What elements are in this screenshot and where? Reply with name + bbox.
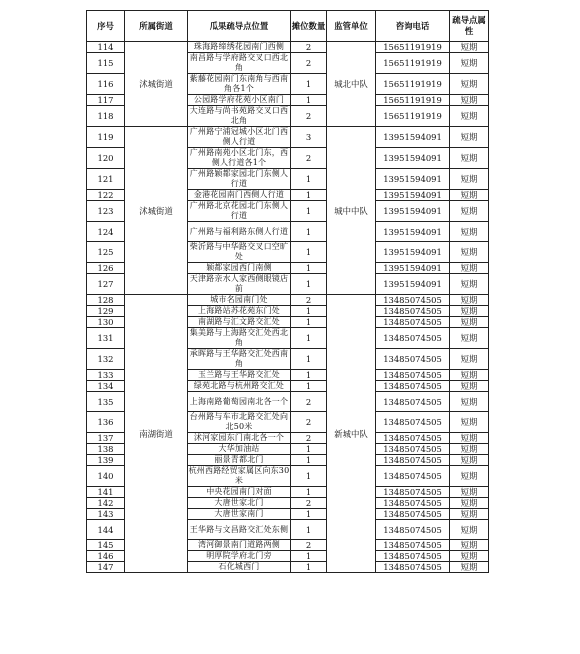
cell-no: 123 (87, 201, 125, 222)
cell-location: 广州路南苑小区北门东，西侧人行道各1个 (188, 148, 291, 169)
cell-stalls: 1 (291, 520, 327, 540)
cell-no: 128 (87, 295, 125, 306)
cell-attr: 短期 (450, 53, 489, 74)
cell-street: 沭城街道 (125, 127, 188, 295)
cell-location: 广州路与福利路东侧人行道 (188, 222, 291, 242)
cell-location: 大华加油站 (188, 444, 291, 455)
cell-no: 124 (87, 222, 125, 242)
cell-location: 公园路学府花苑小区南门 (188, 95, 291, 106)
cell-attr: 短期 (450, 562, 489, 573)
cell-stalls: 2 (291, 148, 327, 169)
cell-location: 大唐世家南门 (188, 509, 291, 520)
cell-phone: 13485074505 (376, 295, 450, 306)
cell-location: 中央花园南门对面 (188, 487, 291, 498)
cell-stalls: 1 (291, 306, 327, 317)
cell-phone: 13485074505 (376, 509, 450, 520)
cell-phone: 13485074505 (376, 328, 450, 349)
cell-attr: 短期 (450, 222, 489, 242)
cell-no: 127 (87, 274, 125, 295)
cell-no: 133 (87, 370, 125, 381)
cell-no: 132 (87, 349, 125, 370)
cell-no: 134 (87, 381, 125, 392)
cell-stalls: 2 (291, 540, 327, 551)
cell-phone: 13485074505 (376, 412, 450, 433)
cell-stalls: 1 (291, 222, 327, 242)
cell-phone: 13951594091 (376, 242, 450, 263)
cell-no: 146 (87, 551, 125, 562)
cell-stalls: 1 (291, 466, 327, 487)
cell-stalls: 1 (291, 328, 327, 349)
cell-attr: 短期 (450, 317, 489, 328)
cell-attr: 短期 (450, 42, 489, 53)
cell-phone: 13485074505 (376, 520, 450, 540)
cell-location: 台州路与车市北路交汇处向北50米 (188, 412, 291, 433)
cell-stalls: 1 (291, 74, 327, 95)
cell-location: 集美路与上海路交汇处西北角 (188, 328, 291, 349)
cell-stalls: 1 (291, 349, 327, 370)
cell-no: 126 (87, 263, 125, 274)
cell-phone: 15651191919 (376, 42, 450, 53)
header-row (87, 11, 489, 42)
cell-location: 杭州西路经贸家属区向东30米 (188, 466, 290, 485)
cell-no: 136 (87, 412, 125, 433)
cell-attr: 短期 (450, 169, 489, 190)
cell-no: 147 (87, 562, 125, 573)
cell-stalls: 1 (291, 263, 327, 274)
cell-location: 珠海路缔绣花园南门西侧 (188, 42, 291, 53)
cell-location: 颖都家园西门南侧 (188, 263, 291, 274)
cell-stalls: 1 (291, 487, 327, 498)
cell-phone: 15651191919 (376, 74, 450, 95)
stall-table (86, 10, 489, 573)
table-row (87, 42, 489, 53)
cell-attr: 短期 (450, 306, 489, 317)
cell-attr: 短期 (450, 412, 489, 433)
cell-phone: 15651191919 (376, 95, 450, 106)
cell-attr: 短期 (450, 190, 489, 201)
cell-phone: 13485074505 (376, 562, 450, 573)
cell-location: 绿苑北路与杭州路交汇处 (188, 381, 291, 392)
cell-attr: 短期 (450, 95, 489, 106)
cell-no: 129 (87, 306, 125, 317)
cell-no: 135 (87, 392, 125, 412)
cell-street: 沭城街道 (125, 42, 188, 127)
cell-no: 117 (87, 95, 125, 106)
cell-location: 金港花园南门西侧人行道 (188, 190, 291, 201)
cell-location: 玉兰路与王华路交汇处 (188, 370, 291, 381)
cell-attr: 短期 (450, 370, 489, 381)
cell-phone: 13485074505 (376, 349, 450, 370)
cell-stalls: 2 (291, 433, 327, 444)
header-street: 所属街道 (125, 11, 188, 42)
cell-location: 大唐世家北门 (188, 498, 291, 509)
cell-supervisor: 新城中队 (327, 295, 376, 573)
cell-no: 118 (87, 106, 125, 127)
cell-location: 大连路与尚书苑路交叉口西北角 (188, 106, 291, 127)
cell-location: 湾河御景南门道路两侧 (188, 540, 291, 551)
cell-no: 119 (87, 127, 125, 148)
cell-location: 天津路亲水人家西侧眼镜店前 (188, 274, 291, 295)
cell-location: 南昌路与学府路交叉口西北角 (188, 53, 291, 74)
cell-no: 139 (87, 455, 125, 466)
header-phone: 咨询电话 (376, 11, 450, 42)
cell-stalls: 1 (291, 169, 327, 190)
cell-attr: 短期 (450, 444, 489, 455)
cell-stalls: 3 (291, 127, 327, 148)
header-location: 瓜果疏导点位置 (188, 11, 291, 42)
cell-location: 沭河家园东门南北各一个 (188, 433, 291, 444)
cell-location: 上海南路葡萄园南北各一个 (188, 392, 291, 412)
cell-stalls: 2 (291, 53, 327, 74)
cell-no: 137 (87, 433, 125, 444)
cell-location: 明厚院学府北门旁 (188, 551, 291, 562)
cell-stalls: 2 (291, 412, 327, 433)
cell-no: 120 (87, 148, 125, 169)
cell-location: 紫藤花园南门东南角与西南角各1个 (188, 74, 291, 95)
cell-phone: 13485074505 (376, 455, 450, 466)
cell-stalls: 1 (291, 242, 327, 263)
cell-location: 上海路站苏花苑东门处 (188, 306, 291, 317)
cell-no: 125 (87, 242, 125, 263)
cell-stalls: 1 (291, 317, 327, 328)
cell-attr: 短期 (450, 263, 489, 274)
cell-no: 131 (87, 328, 125, 349)
cell-location: 丽景青都北门 (188, 455, 291, 466)
cell-attr: 短期 (450, 455, 489, 466)
cell-phone: 15651191919 (376, 106, 450, 127)
cell-attr: 短期 (450, 466, 489, 487)
cell-attr: 短期 (450, 201, 489, 222)
cell-attr: 短期 (450, 381, 489, 392)
cell-no: 141 (87, 487, 125, 498)
cell-attr: 短期 (450, 392, 489, 412)
cell-no: 121 (87, 169, 125, 190)
cell-attr: 短期 (450, 487, 489, 498)
cell-no: 144 (87, 520, 125, 540)
cell-attr: 短期 (450, 551, 489, 562)
cell-stalls: 1 (291, 455, 327, 466)
cell-stalls: 1 (291, 562, 327, 573)
cell-stalls: 2 (291, 498, 327, 509)
cell-phone: 13485074505 (376, 381, 450, 392)
cell-no: 114 (87, 42, 125, 53)
cell-phone: 13485074505 (376, 498, 450, 509)
cell-attr: 短期 (450, 498, 489, 509)
header-supervisor: 监管单位 (327, 11, 376, 42)
cell-stalls: 1 (291, 201, 327, 222)
cell-location: 广州路北京花园北门东侧人行道 (188, 201, 291, 222)
cell-attr: 短期 (450, 295, 489, 306)
cell-stalls: 1 (291, 509, 327, 520)
cell-attr: 短期 (450, 274, 489, 295)
cell-location: 柴沂路与中华路交叉口空旷处 (188, 242, 291, 263)
cell-location: 南湖路与汇文路交汇处 (188, 317, 291, 328)
cell-stalls: 2 (291, 42, 327, 53)
cell-attr: 短期 (450, 106, 489, 127)
cell-phone: 13485074505 (376, 317, 450, 328)
table-row (87, 127, 489, 148)
cell-stalls: 2 (291, 295, 327, 306)
cell-no: 140 (87, 466, 125, 487)
cell-stalls: 2 (291, 392, 327, 412)
cell-phone: 15651191919 (376, 53, 450, 74)
header-no: 序号 (87, 11, 125, 42)
cell-phone: 13485074505 (376, 392, 450, 412)
cell-no: 115 (87, 53, 125, 74)
cell-attr: 短期 (450, 540, 489, 551)
cell-no: 116 (87, 74, 125, 95)
table-body (87, 42, 489, 573)
cell-attr: 短期 (450, 127, 489, 148)
cell-stalls: 1 (291, 95, 327, 106)
cell-phone: 13485074505 (376, 551, 450, 562)
cell-phone: 13951594091 (376, 148, 450, 169)
cell-attr: 短期 (450, 509, 489, 520)
cell-stalls: 2 (291, 106, 327, 127)
cell-no: 145 (87, 540, 125, 551)
header-attr: 疏导点属性 (450, 11, 489, 42)
cell-no: 138 (87, 444, 125, 455)
cell-phone: 13951594091 (376, 222, 450, 242)
cell-stalls: 1 (291, 370, 327, 381)
cell-phone: 13485074505 (376, 487, 450, 498)
cell-attr: 短期 (450, 520, 489, 540)
stall-table-sheet (86, 10, 489, 573)
cell-stalls: 1 (291, 444, 327, 455)
cell-phone: 13485074505 (376, 466, 450, 487)
cell-no: 143 (87, 509, 125, 520)
cell-stalls: 1 (291, 190, 327, 201)
table-row (87, 295, 489, 306)
cell-phone: 13485074505 (376, 433, 450, 444)
cell-phone: 13951594091 (376, 127, 450, 148)
cell-location: 城市名园南门处 (188, 295, 291, 306)
cell-stalls: 1 (291, 381, 327, 392)
cell-no: 142 (87, 498, 125, 509)
header-stalls: 摊位数量 (291, 11, 327, 42)
cell-street: 南湖街道 (125, 295, 188, 573)
cell-supervisor: 城中中队 (327, 127, 376, 295)
cell-stalls: 1 (291, 551, 327, 562)
cell-location: 广州路颖都家园北门东侧人行道 (188, 169, 291, 190)
cell-attr: 短期 (450, 349, 489, 370)
cell-phone: 13951594091 (376, 169, 450, 190)
cell-phone: 13485074505 (376, 306, 450, 317)
cell-phone: 13951594091 (376, 201, 450, 222)
cell-phone: 13951594091 (376, 274, 450, 295)
cell-location: 王华路与文昌路交汇处东侧 (188, 520, 291, 540)
cell-phone: 13485074505 (376, 540, 450, 551)
cell-attr: 短期 (450, 433, 489, 444)
cell-no: 122 (87, 190, 125, 201)
cell-location: 广州路宁浦冠城小区北门西侧人行道 (188, 127, 291, 148)
cell-attr: 短期 (450, 74, 489, 95)
cell-attr: 短期 (450, 242, 489, 263)
cell-phone: 13951594091 (376, 190, 450, 201)
cell-attr: 短期 (450, 328, 489, 349)
cell-no: 130 (87, 317, 125, 328)
cell-phone: 13951594091 (376, 263, 450, 274)
cell-phone: 13485074505 (376, 444, 450, 455)
cell-supervisor: 城北中队 (327, 42, 376, 127)
cell-stalls: 1 (291, 274, 327, 295)
cell-phone: 13485074505 (376, 370, 450, 381)
cell-attr: 短期 (450, 148, 489, 169)
cell-location: 石化城西门 (188, 562, 291, 573)
cell-location: 承晖路与王华路交汇处西南角 (188, 349, 291, 370)
